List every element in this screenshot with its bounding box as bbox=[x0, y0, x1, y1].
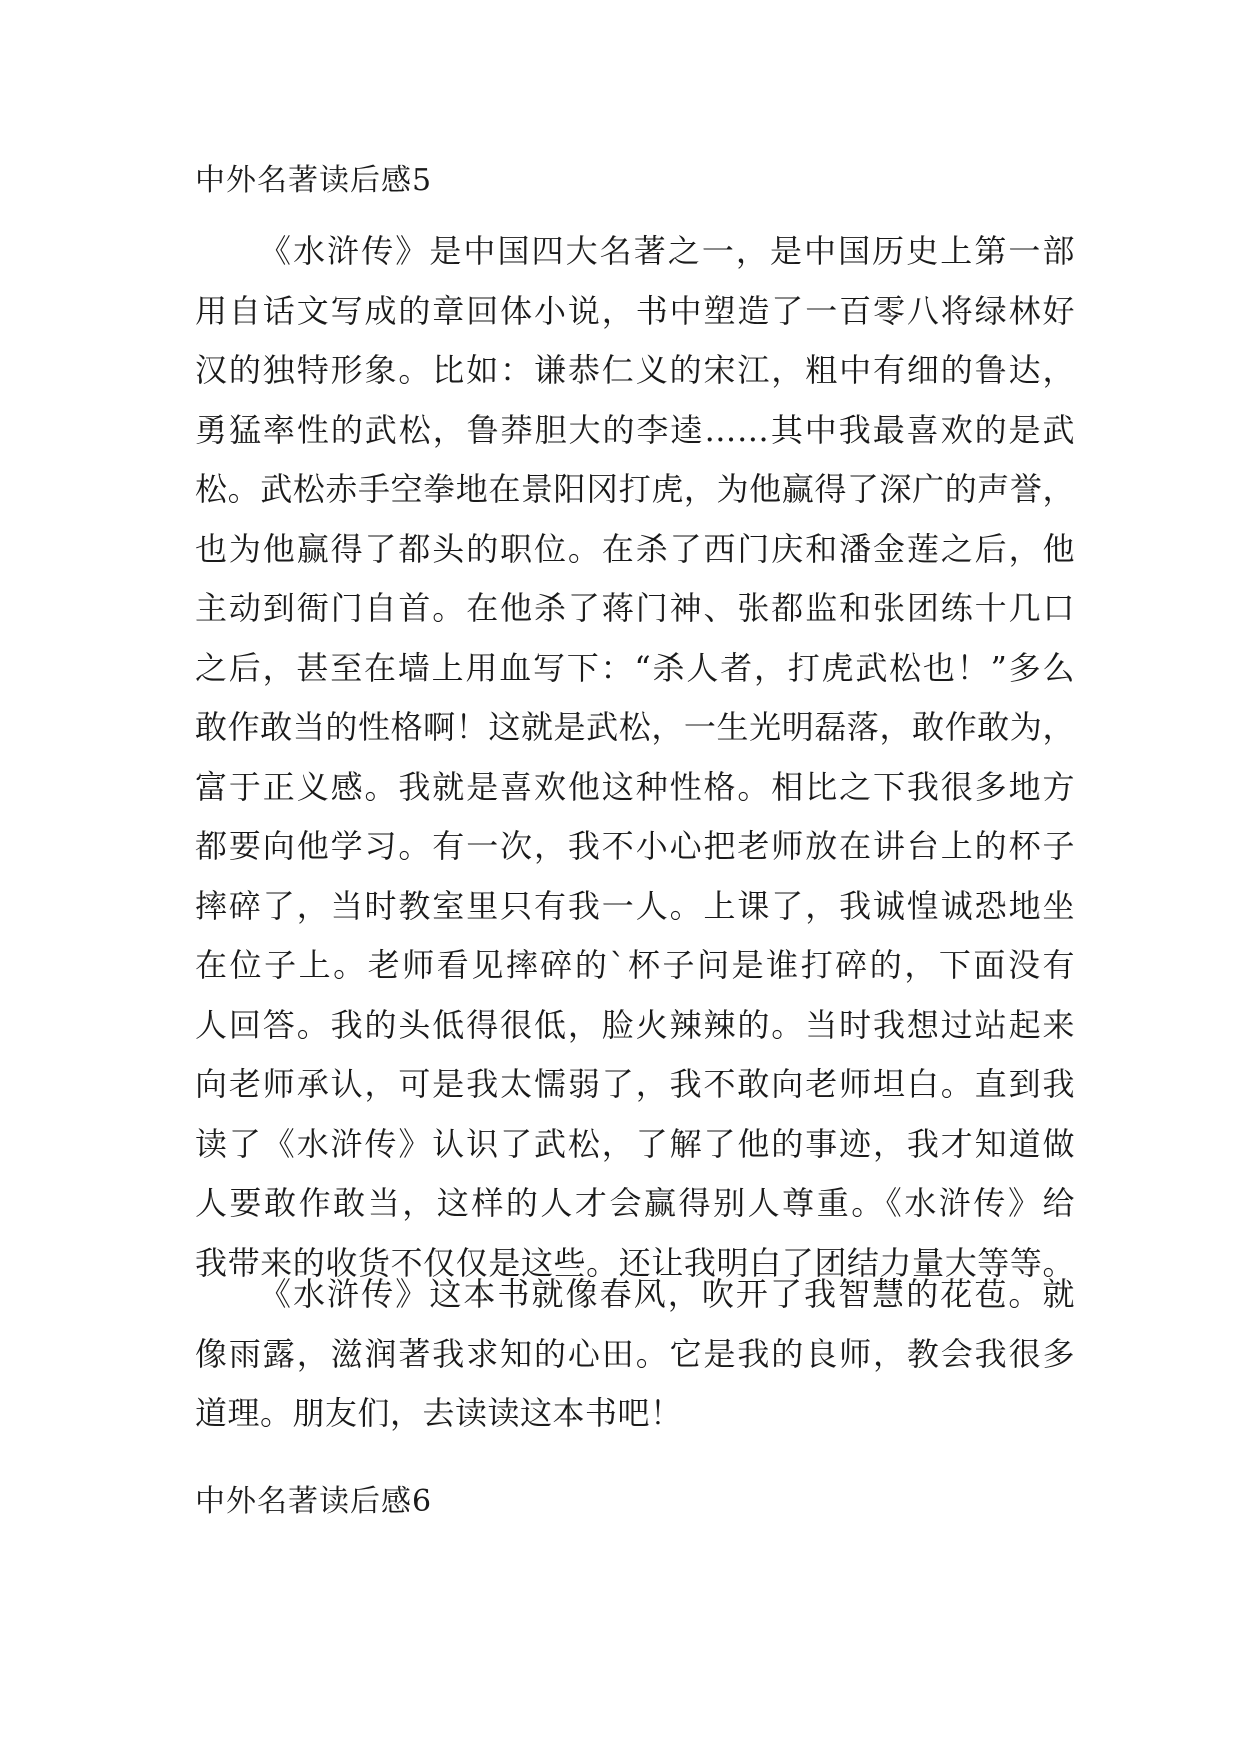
section-heading-5: 中外名著读后感5 bbox=[195, 163, 433, 198]
paragraph-line: 都要向他学习。有一次，我不小心把老师放在讲台上的杯子 bbox=[195, 827, 1075, 865]
paragraph-line: 勇猛率性的武松，鲁莽胆大的李逵……其中我最喜欢的是武 bbox=[195, 410, 1075, 449]
paragraph-line: 敢作敢当的性格啊！这就是武松，一生光明磊落，敢作敢为， bbox=[195, 708, 1075, 746]
paragraph-1 bbox=[195, 222, 1075, 1293]
paragraph-line: 向老师承认，可是我太懦弱了，我不敢向老师坦白。直到我 bbox=[195, 1065, 1075, 1103]
paragraph-line: 道理。朋友们，去读读这本书吧！ bbox=[195, 1394, 683, 1432]
paragraph-2 bbox=[195, 1265, 1075, 1444]
paragraph-line: 读了《水浒传》认识了武松，了解了他的事迹，我才知道做 bbox=[195, 1124, 1075, 1163]
paragraph-line: 也为他赢得了都头的职位。在杀了西门庆和潘金莲之后，他 bbox=[195, 529, 1075, 568]
paragraph-line: 我带来的收货不仅仅是这些。还让我明白了团结力量大等等。 bbox=[195, 1243, 1075, 1282]
paragraph-line: 人要敢作敢当，这样的人才会赢得别人尊重。《水浒传》给 bbox=[195, 1184, 1075, 1222]
paragraph-line: 《水浒传》是中国四大名著之一，是中国历史上第一部 bbox=[259, 232, 1075, 270]
section-heading-6: 中外名著读后感6 bbox=[195, 1484, 433, 1519]
paragraph-line: 像雨露，滋润著我求知的心田。它是我的良师，教会我很多 bbox=[195, 1334, 1075, 1373]
paragraph-line: 松。武松赤手空拳地在景阳冈打虎，为他赢得了深广的声誉， bbox=[195, 470, 1075, 508]
paragraph-line: 摔碎了，当时教室里只有我一人。上课了，我诚惶诚恐地坐 bbox=[195, 886, 1075, 925]
paragraph-line: 富于正义感。我就是喜欢他这种性格。相比之下我很多地方 bbox=[195, 767, 1075, 806]
paragraph-line: 用自话文写成的章回体小说，书中塑造了一百零八将绿林好 bbox=[195, 291, 1075, 330]
paragraph-line: 在位子上。老师看见摔碎的`杯子问是谁打碎的，下面没有 bbox=[195, 946, 1075, 984]
paragraph-line: 之后，甚至在墙上用血写下：“杀人者，打虎武松也！”多么 bbox=[195, 648, 1075, 687]
paragraph-line: 主动到衙门自首。在他杀了蒋门神、张都监和张团练十几口 bbox=[195, 589, 1075, 627]
paragraph-line: 人回答。我的头低得很低，脸火辣辣的。当时我想过站起来 bbox=[195, 1005, 1075, 1044]
paragraph-line: 汉的独特形象。比如：谦恭仁义的宋江，粗中有细的鲁达， bbox=[195, 351, 1075, 389]
paragraph-line: 《水浒传》这本书就像春风，吹开了我智慧的花苞。就 bbox=[259, 1275, 1075, 1313]
